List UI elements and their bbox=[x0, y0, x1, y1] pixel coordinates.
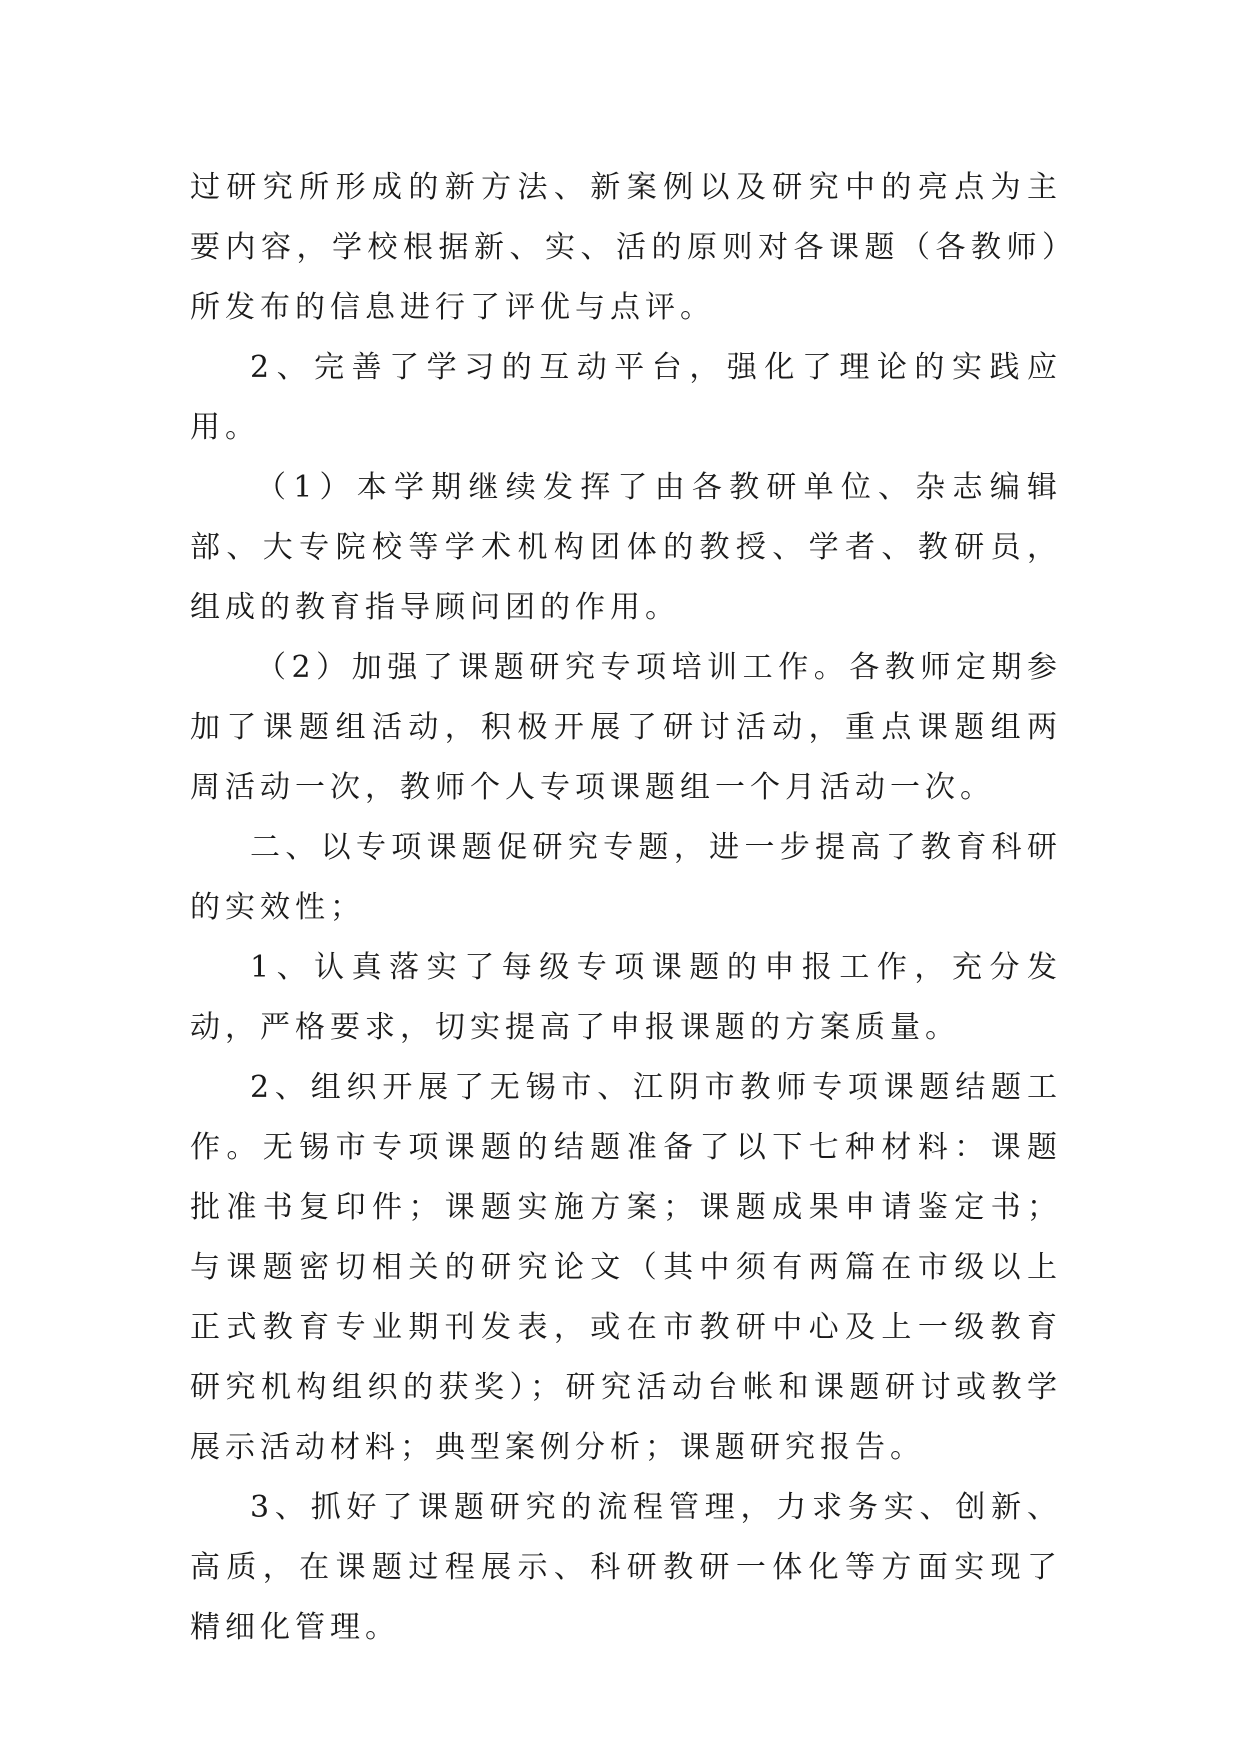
paragraph-item-1-application: 1、认真落实了每级专项课题的申报工作，充分发动，严格要求，切实提高了申报课题的方案质量。 bbox=[190, 950, 1062, 1045]
paragraph-item-3-process: 3、抓好了课题研究的流程管理，力求务实、创新、高质，在课题过程展示、科研教研一体化等方面实现了精细化管理。 bbox=[190, 1490, 1062, 1645]
paragraph-continuation: 过研究所形成的新方法、新案例以及研究中的亮点为主要内容，学校根据新、实、活的原则对各课题（各教师）所发布的信息进行了评优与点评。 bbox=[190, 170, 1062, 325]
paragraph-subitem-1-advisors: （1）本学期继续发挥了由各教研单位、杂志编辑部、大专院校等学术机构团体的教授、学者、教研员，组成的教育指导顾问团的作用。 bbox=[190, 470, 1062, 625]
paragraph-item-2-conclusion: 2、组织开展了无锡市、江阴市教师专项课题结题工作。无锡市专项课题的结题准备了以下七种材料：课题批准书复印件；课题实施方案；课题成果申请鉴定书；与课题密切相关的研究论文（其中须有两篇在市级以上正式教育专业期刊发表，或在市教研中心及上一级教育研究机构组织的获奖）；研究活动台帐和课题研讨或教学展示活动材料；典型案例分析；课题研究报告。 bbox=[190, 1070, 1062, 1465]
document-body bbox=[190, 158, 1062, 1658]
paragraph-subitem-2-training: （2）加强了课题研究专项培训工作。各教师定期参加了课题组活动，积极开展了研讨活动，重点课题组两周活动一次，教师个人专项课题组一个月活动一次。 bbox=[190, 650, 1062, 805]
paragraph-item-2-platform: 2、完善了学习的互动平台，强化了理论的实践应用。 bbox=[190, 350, 1062, 445]
paragraph-section-2-heading: 二、以专项课题促研究专题，进一步提高了教育科研的实效性； bbox=[190, 830, 1062, 925]
